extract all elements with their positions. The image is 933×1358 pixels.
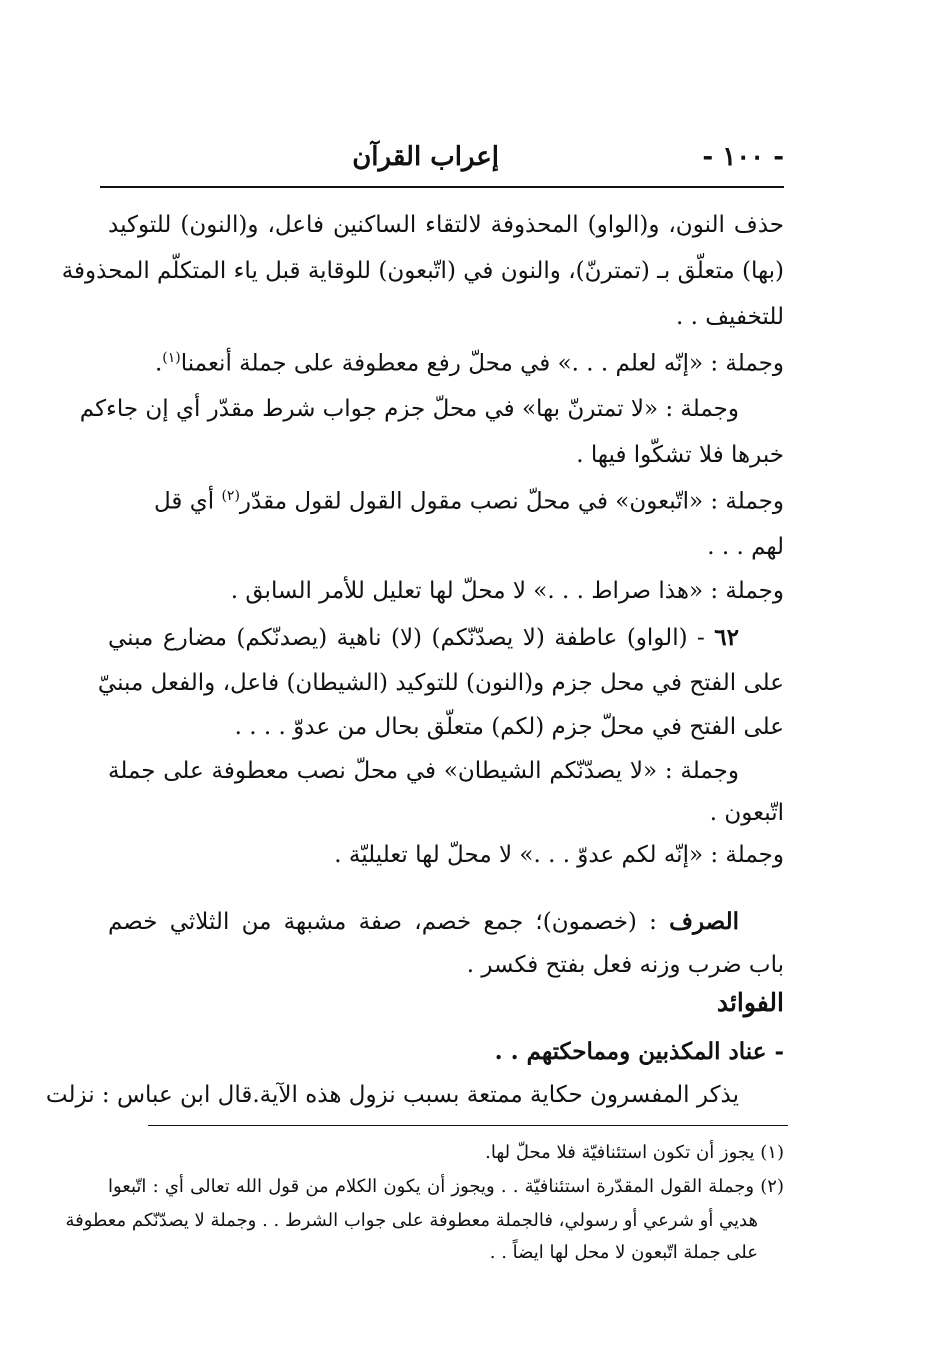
- body-line-16: [108, 908, 784, 935]
- body-line-2: (بها) متعلّق بـ (تمترنّ)، والنون في (اتّبعون) للوقاية قبل ياء المتكلّم المحذوفة: [61, 258, 784, 284]
- body-line-9: وجملة : «هذا صراط . . .» لا محلّ لها تعليل للأمر السابق .: [230, 578, 784, 604]
- body-line-19: - عناد المكذبين ومماحكتهم . .: [494, 1038, 784, 1065]
- footnote-4: على جملة اتّبعون لا محل لها ايضاً . .: [489, 1242, 758, 1263]
- body-line-7-text: وجملة : «اتّبعون» في محلّ نصب مقول القول لقول مقدّر: [239, 488, 784, 515]
- body-line-7-end: أي قل: [154, 488, 222, 515]
- header-rule: [100, 186, 784, 188]
- section-heading: الفوائد: [716, 988, 784, 1017]
- body-line-20: يذكر المفسرون حكاية ممتعة بسبب نزول هذه الآية.قال ابن عباس : نزلت: [45, 1082, 739, 1108]
- body-line-3: للتخفيف . .: [675, 304, 784, 330]
- body-line-1: حذف النون، و(الواو) المحذوفة لالتقاء الساكنين فاعل، و(النون) للتوكيد: [108, 212, 784, 238]
- body-line-11: على الفتح في محل جزم و(النون) للتوكيد (الشيطان) فاعل، والفعل مبنيّ: [97, 670, 784, 696]
- body-line-8: لهم . . .: [707, 534, 784, 560]
- footnote-ref-1: (١): [162, 350, 181, 366]
- verse-number: ٦٢: [714, 624, 739, 651]
- body-line-4-text: وجملة : «إنّه لعلم . . .» في محلّ رفع معطوفة على جملة أنعمنا: [180, 350, 784, 377]
- body-line-15: وجملة : «إنّه لكم عدوّ . . .» لا محلّ لها تعليليّة .: [334, 842, 784, 868]
- footnote-2: (٢) وجملة القول المقدّرة استئنافيّة . . ويجوز أن يكون الكلام من قول الله تعالى أي : اتّبعوا: [108, 1176, 784, 1197]
- running-title: إعراب القرآن: [352, 142, 499, 172]
- page-header: [100, 142, 784, 180]
- body-line-5: وجملة : «لا تمترنّ بها» في محلّ جزم جواب شرط مقدّر أي إن جاءكم: [79, 396, 739, 422]
- footnote-rule: [148, 1125, 788, 1126]
- page-number: - ١٠٠ -: [702, 142, 784, 172]
- body-line-7: [108, 488, 829, 515]
- footnote-ref-2: (٢): [221, 488, 240, 504]
- body-line-4: [108, 350, 829, 377]
- body-line-10-text: - (الواو) عاطفة (لا يصدّنّكم) (لا) ناهية (يصدنّكم) مضارع مبني: [108, 625, 715, 651]
- sarf-label: الصرف: [669, 908, 739, 935]
- body-line-13: وجملة : «لا يصدّنّكم الشيطان» في محلّ نصب معطوفة على جملة: [108, 758, 739, 784]
- body-line-10: [108, 624, 784, 651]
- body-line-12: على الفتح في محلّ جزم (لكم) متعلّق بحال من عدوّ . . . .: [234, 714, 784, 740]
- footnote-1: (١) يجوز أن تكون استئنافيّة فلا محلّ لها.: [485, 1142, 784, 1163]
- body-line-17: باب ضرب وزنه فعل بفتح فكسر .: [466, 952, 784, 978]
- body-line-6: خبرها فلا تشكّوا فيها .: [576, 442, 784, 468]
- body-line-4-end: .: [154, 350, 163, 377]
- body-line-14: اتّبعون .: [709, 800, 784, 826]
- body-line-16-text: : (خصمون)؛ جمع خصم، صفة مشبهة من الثلاثي خصم: [108, 909, 670, 935]
- footnote-3: هديي أو شرعي أو رسولي، فالجملة معطوفة على جواب الشرط . . وجملة لا يصدّنّكم معطوفة: [65, 1210, 758, 1231]
